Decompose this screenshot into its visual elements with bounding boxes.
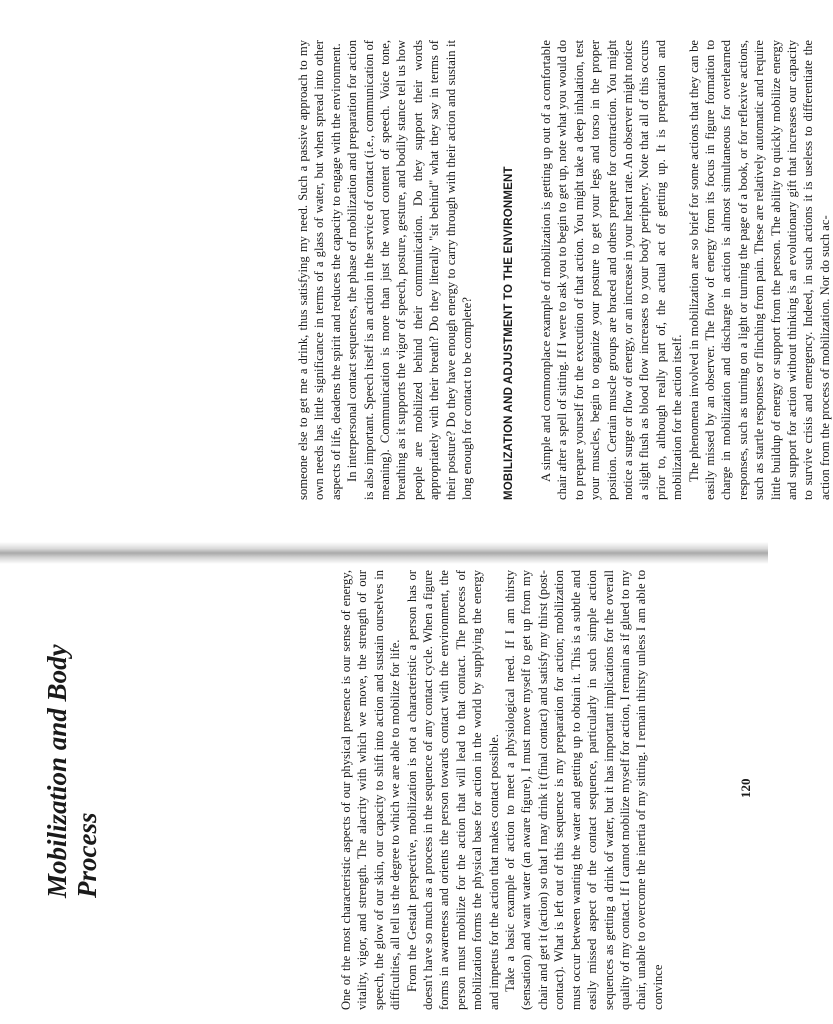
page-number: 120 <box>738 778 753 798</box>
paragraph: One of the most characteristic aspects of our physical presence is our sense of energy, vitality, vigor, and strength. The alacrity with which we move, the strength of our speech, the glow of our skin, our capacity to shift into action and sustain ourselves in difficulties, all tell us the degree to which we are able to mobilize for life. <box>339 570 403 1010</box>
paragraph: Take a basic example of action to meet a physiological need. If I am thirsty (sensation) and want water (an aware figure), I must move myself to get up from my chair and get it (action) so that I may drink it (final contact) and satisfy my thirst (post-contact). What is left out of this sequence is my preparation for action; mobilization must occur between wanting the water and getting up to obtain it. This is a subtle and easily missed aspect of the contact sequence, particularly in such simple action sequences as getting a drink of water, but it has important implications for the overall quality of my contact. If I cannot mobilize myself for action, I remain as if glued to my chair, unable to overcome the inertia of my sitting. I remain thirsty unless I am able to convince <box>503 570 665 1010</box>
paragraph: The phenomena involved in mobilization are so brief for some actions that they can be easily missed by an observer. The flow of energy from its focus in figure formation to charge in mobilization and discharge in action is almost simultaneous for overlearned responses, such as turning on a light or turning the page of a book, or for reflexive actions, such as startle responses or flinching from pain. These are relatively automatic and require little buildup of energy or support from the person. The ability to quickly mobilize energy and support for action without thinking is an evolutionary gift that increases our capacity to survive crisis and emergency. Indeed, in such actions it is useless to differentiate the action from the process of mobilization. Nor do such ac- <box>686 40 832 500</box>
chapter-title: Mobilization and Body Process <box>42 644 102 898</box>
page-gutter-shadow <box>0 542 768 564</box>
upper-page <box>295 40 832 500</box>
lower-page-body <box>338 570 666 1010</box>
paragraph: From the Gestalt perspective, mobilization is not a characteristic a person has or doesn't have so much as a process in the sequence of any contact cycle. When a figure forms in awareness and orients the person towards contact with the environment, the person must mobilize for the action that will lead to that contact. The process of mobilization forms the physical base for action in the world by supplying the energy and impetus for the action that makes contact possible. <box>404 570 501 1010</box>
paragraph: In interpersonal contact sequences, the phase of mobilization and preparation for action is also important. Speech itself is an action in the service of contact (i.e., communication of meaning). Communication is more than just the word content of speech. Voice tone, breathing as it supports the vigor of speech, posture, gesture, and bodily stance tell us how people are mobilized behind their communication. Do they support their words appropriately with their breath? Do they literally "sit behind" what they say in terms of their posture? Do they have enough energy to carry through with their action and sustain it long enough for contact to be complete? <box>345 40 475 500</box>
upper-page-body <box>295 40 833 500</box>
paragraph: A simple and commonplace example of mobilization is getting up out of a comfortable chair after a spell of sitting. If I were to ask you to begin to get up, note what you would do to prepare yourself for the execution of that action. You might take a deep inhalation, test your muscles, begin to organize your posture to get your legs and torso in the proper position. Certain muscle groups are braced and others prepare for contraction. You might notice a surge or flow of energy, or an increase in your heart rate. An observer might notice a slight flush as blood flow increases to your body periphery. Note that all of this occurs prior to, although really part of, the actual act of getting up. It is preparation and mobilization for the action itself. <box>538 40 685 500</box>
lower-page <box>20 570 753 1010</box>
paragraph: someone else to get me a drink, thus satisfying my need. Such a passive approach to my own needs has little significance in terms of a glass of water, but when spread into other aspects of life, deadens the spirit and reduces the capacity to engage with the environment. <box>296 40 343 500</box>
section-heading: MOBILIZATION AND ADJUSTMENT TO THE ENVIRONMENT <box>503 166 516 500</box>
